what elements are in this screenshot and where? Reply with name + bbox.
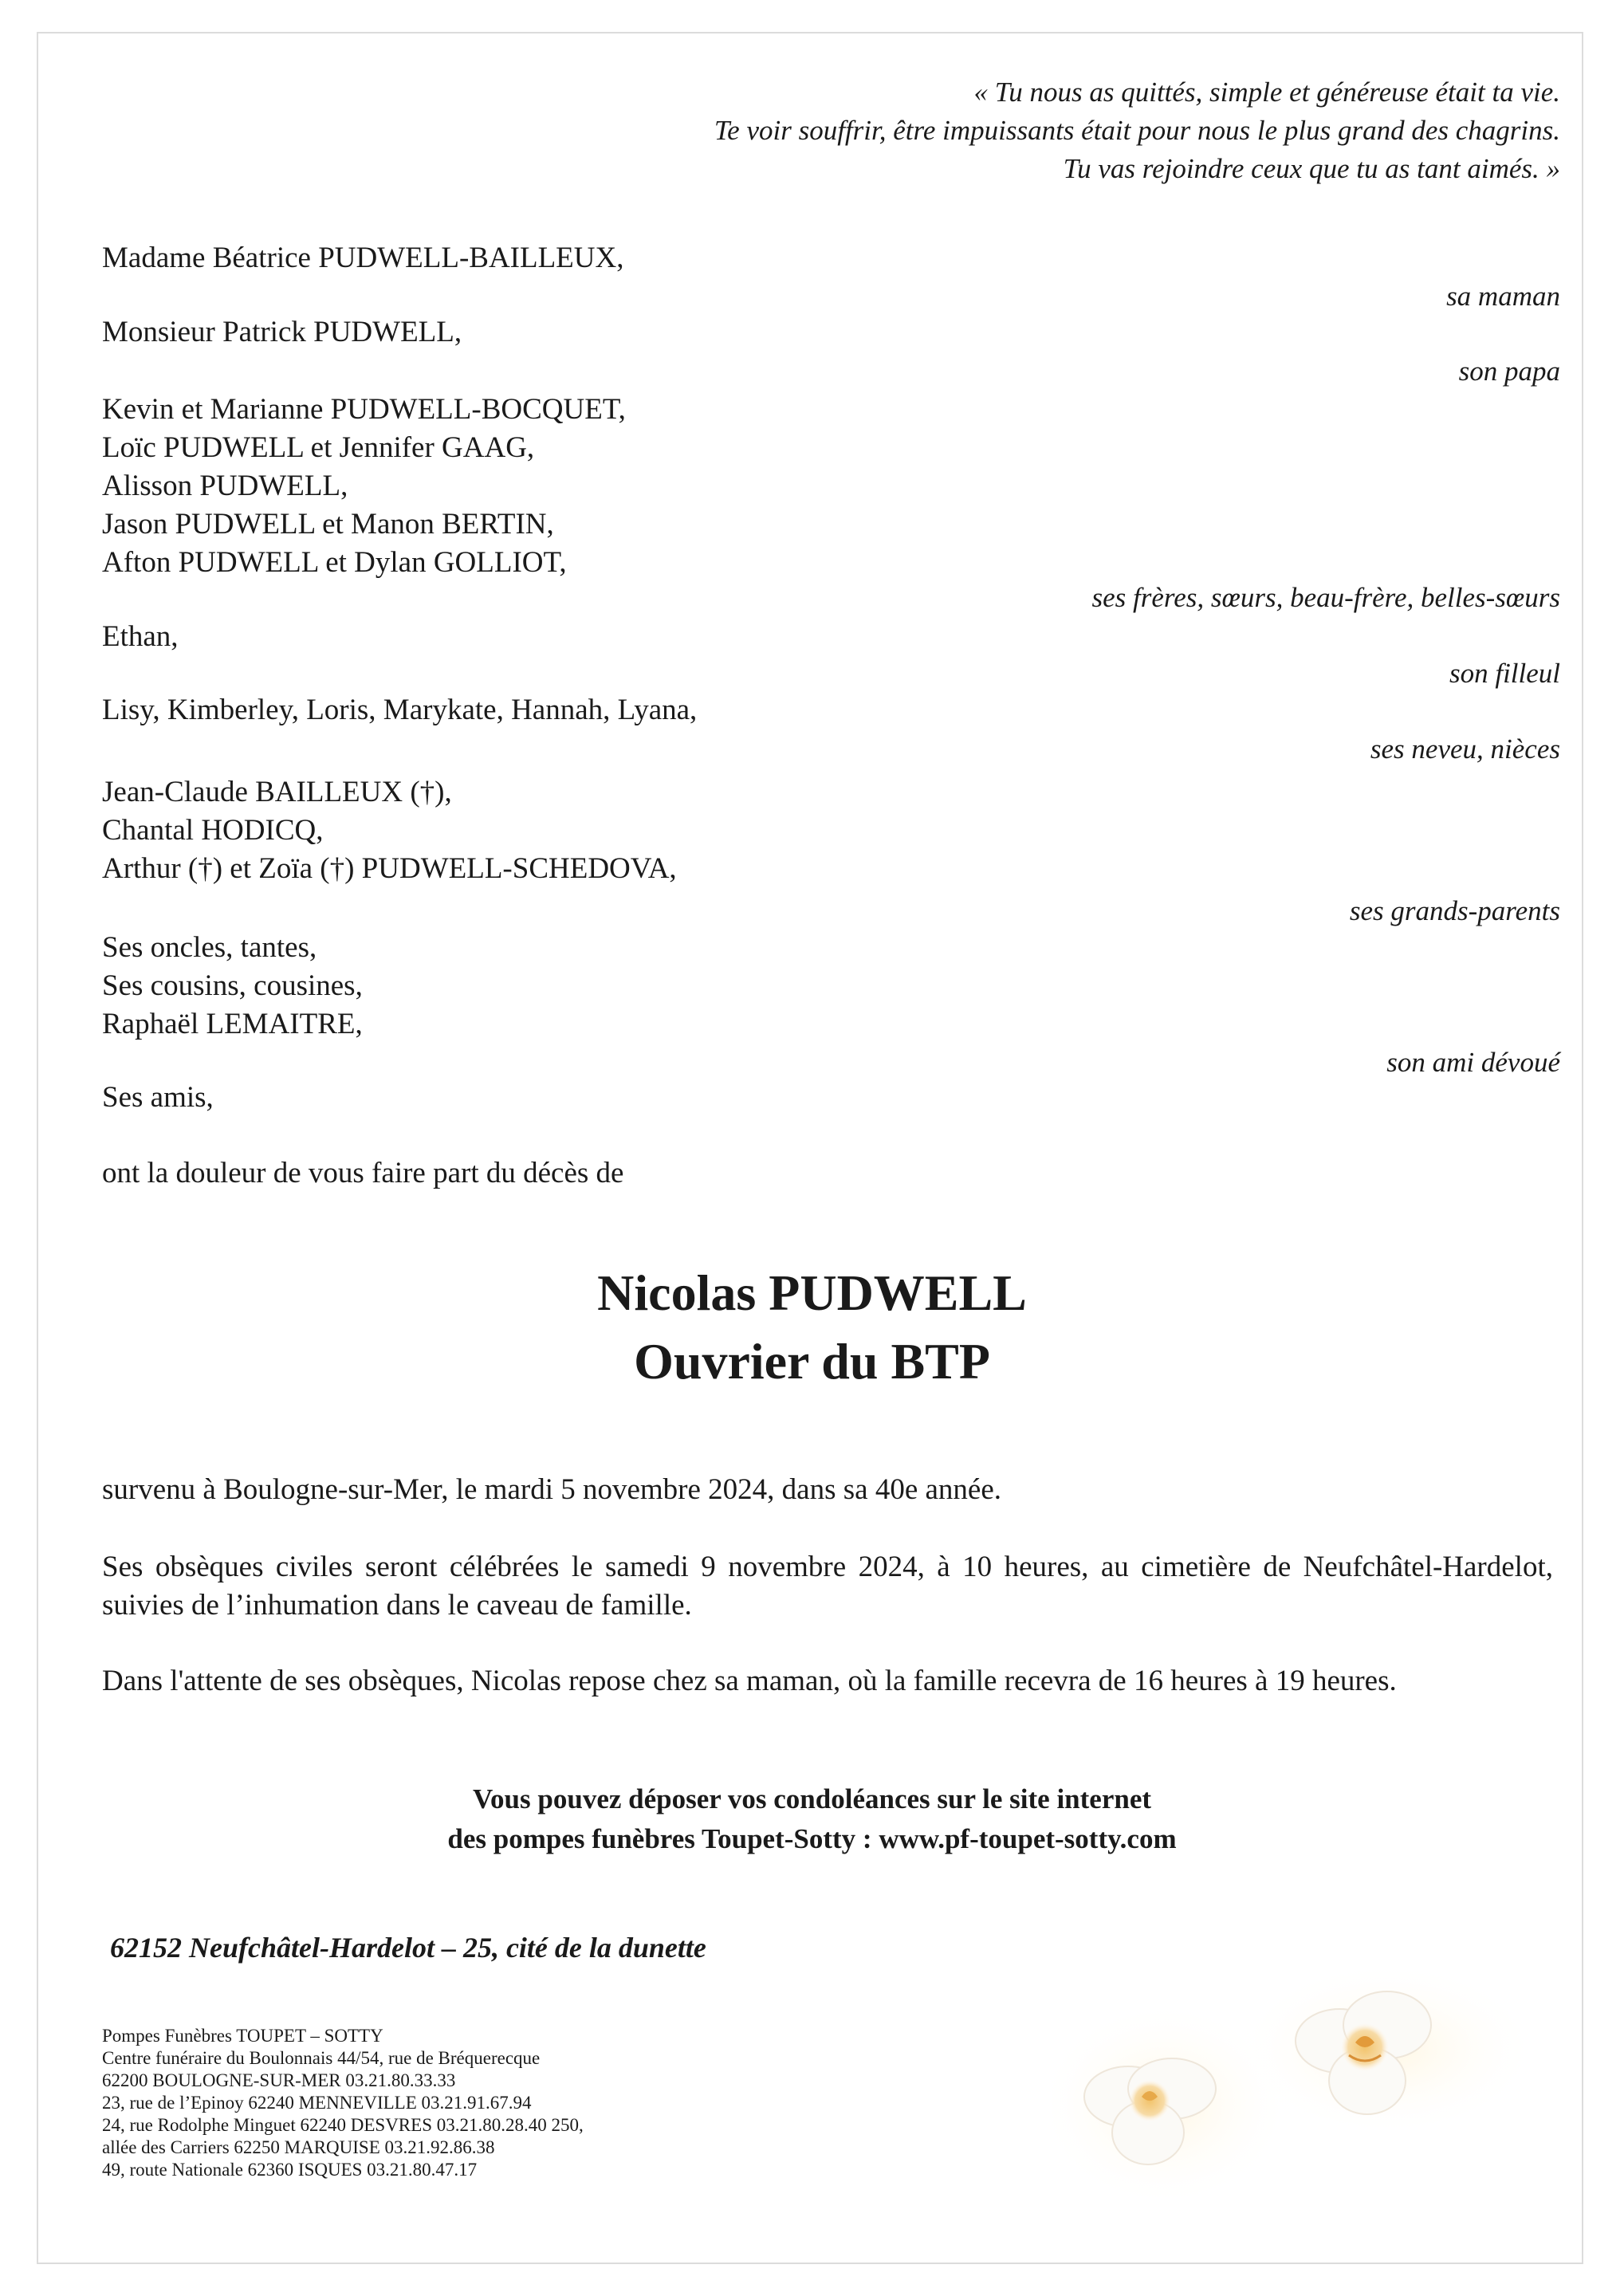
- family-other: Ses cousins, cousines,: [102, 969, 363, 1002]
- family-sibling: Alisson PUDWELL,: [102, 470, 348, 502]
- family-grandparent: Chantal HODICQ,: [102, 814, 324, 847]
- relation-grandparents: ses grands-parents: [1349, 895, 1560, 926]
- orchid-flowers-image: [1052, 1969, 1563, 2224]
- funeral-home-line: 49, route Nationale 62360 ISQUES 03.21.80.47.17: [102, 2160, 478, 2180]
- funeral-details: Ses obsèques civiles seront célébrées le samedi 9 novembre 2024, à 10 heures, au cimetière de Neufchâtel-Hardelot, suivies de l’inhumation dans le caveau de famille.: [102, 1551, 1553, 1622]
- funeral-home-line: allée des Carriers 62250 MARQUISE 03.21.92.86.38: [102, 2137, 495, 2157]
- relation-mother: sa maman: [1446, 281, 1560, 312]
- quote-line-1: « Tu nous as quittés, simple et généreuse était ta vie.: [973, 77, 1560, 108]
- family-sibling: Kevin et Marianne PUDWELL-BOCQUET,: [102, 393, 626, 426]
- funeral-home-line: 23, rue de l’Epinoy 62240 MENNEVILLE 03.21.91.67.94: [102, 2093, 532, 2113]
- funeral-home-line: Pompes Funèbres TOUPET – SOTTY: [102, 2026, 383, 2046]
- family-nephews: Lisy, Kimberley, Loris, Marykate, Hannah, Lyana,: [102, 694, 698, 726]
- relation-father: son papa: [1458, 356, 1560, 387]
- family-grandparent: Arthur (†) et Zoïa (†) PUDWELL-SCHEDOVA,: [102, 852, 677, 885]
- deceased-name: Nicolas PUDWELL: [597, 1264, 1027, 1321]
- family-sibling: Afton PUDWELL et Dylan GOLLIOT,: [102, 546, 567, 579]
- funeral-home-line: 62200 BOULOGNE-SUR-MER 03.21.80.33.33: [102, 2070, 456, 2090]
- quote-line-2: Te voir souffrir, être impuissants était pour nous le plus grand des chagrins.: [714, 115, 1560, 146]
- quote-line-3: Tu vas rejoindre ceux que tu as tant aimés. »: [1063, 153, 1560, 184]
- relation-godson: son filleul: [1449, 658, 1560, 689]
- death-details: survenu à Boulogne-sur-Mer, le mardi 5 novembre 2024, dans sa 40e année.: [102, 1473, 1002, 1506]
- relation-nephews: ses neveu, nièces: [1370, 733, 1560, 765]
- family-sibling: Jason PUDWELL et Manon BERTIN,: [102, 508, 554, 541]
- visitation-details: Dans l'attente de ses obsèques, Nicolas repose chez sa maman, où la famille recevra de 16 heures à 19 heures.: [102, 1665, 1397, 1697]
- family-godson: Ethan,: [102, 620, 179, 653]
- relation-friend: son ami dévoué: [1386, 1047, 1560, 1078]
- announcement-text: ont la douleur de vous faire part du décès de: [102, 1157, 624, 1189]
- family-other: Ses oncles, tantes,: [102, 931, 317, 964]
- deceased-occupation: Ouvrier du BTP: [634, 1333, 990, 1390]
- funeral-home-line: Centre funéraire du Boulonnais 44/54, rue de Bréquerecque: [102, 2048, 541, 2068]
- funeral-home-line: 24, rue Rodolphe Minguet 62240 DESVRES 03.21.80.28.40 250,: [102, 2115, 584, 2135]
- family-mother: Madame Béatrice PUDWELL-BAILLEUX,: [102, 242, 624, 274]
- page-border: [37, 32, 1583, 2264]
- condolences-line-2: des pompes funèbres Toupet-Sotty : www.pf-toupet-sotty.com: [447, 1823, 1177, 1854]
- family-other: Raphaël LEMAITRE,: [102, 1008, 363, 1040]
- family-friends: Ses amis,: [102, 1081, 214, 1114]
- family-grandparent: Jean-Claude BAILLEUX (†),: [102, 776, 452, 808]
- family-sibling: Loïc PUDWELL et Jennifer GAAG,: [102, 431, 535, 464]
- relation-siblings: ses frères, sœurs, beau-frère, belles-sœurs: [1091, 582, 1560, 613]
- family-address: 62152 Neufchâtel-Hardelot – 25, cité de la dunette: [110, 1932, 706, 1964]
- family-father: Monsieur Patrick PUDWELL,: [102, 316, 462, 348]
- condolences-line-1: Vous pouvez déposer vos condoléances sur le site internet: [472, 1783, 1152, 1814]
